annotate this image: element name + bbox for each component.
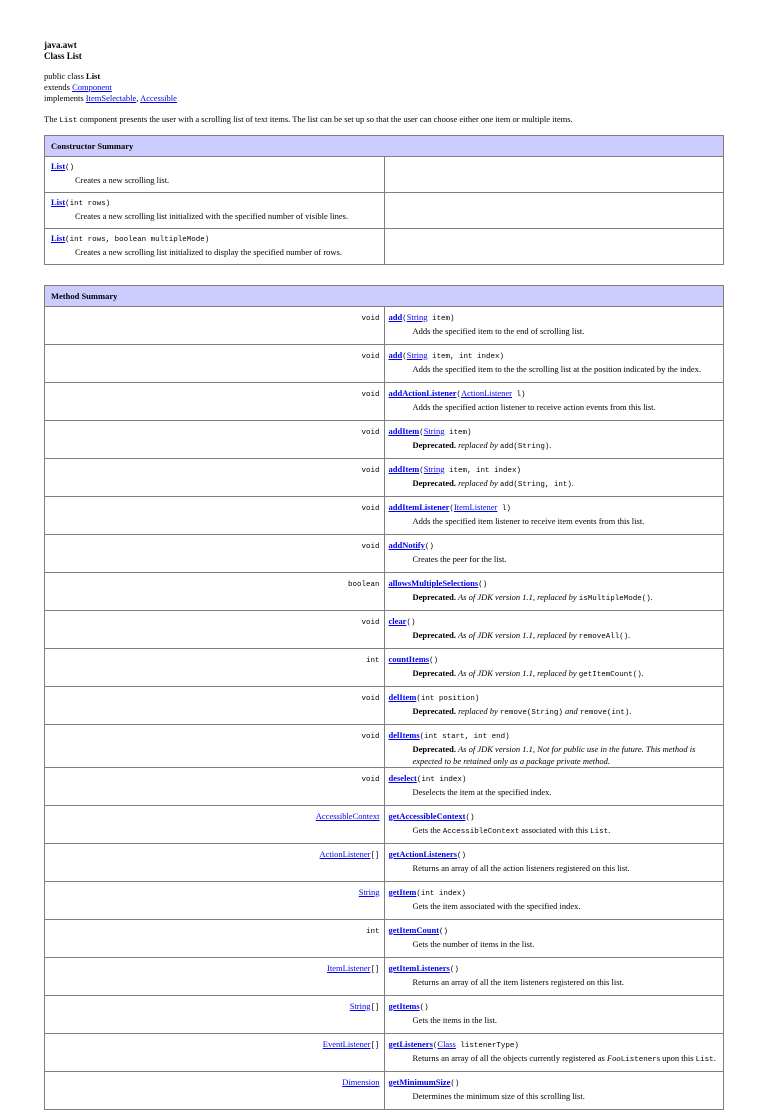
method-link[interactable]: deselect bbox=[388, 772, 417, 783]
code-text: remove(String) bbox=[499, 708, 563, 717]
method-signature bbox=[389, 811, 720, 824]
text: s upon this bbox=[656, 1052, 696, 1063]
method-row bbox=[45, 843, 724, 881]
constructor-params: (int rows) bbox=[65, 199, 111, 208]
constructor-link[interactable]: List bbox=[51, 196, 66, 207]
method-return-type bbox=[45, 767, 385, 805]
text: ( bbox=[402, 314, 407, 323]
package-name: java.awt bbox=[44, 40, 77, 50]
method-return-type bbox=[45, 1071, 385, 1109]
method-signature bbox=[389, 773, 720, 786]
text: . bbox=[713, 1052, 716, 1063]
array-suffix: [] bbox=[370, 851, 380, 860]
text: Gets the item associated with the specified index. bbox=[412, 900, 581, 911]
class-title: Class List bbox=[44, 50, 82, 61]
method-row bbox=[45, 805, 724, 843]
method-link[interactable]: delItem bbox=[388, 691, 417, 702]
method-link[interactable]: addNotify bbox=[388, 539, 425, 550]
italic-text: As of JDK version 1.1, Not for public use in the future. This method is expected to be retained only as a package private method. bbox=[412, 743, 696, 766]
method-signature bbox=[389, 692, 720, 705]
method-link[interactable]: addItem bbox=[388, 425, 420, 436]
method-signature bbox=[389, 616, 720, 629]
method-signature bbox=[389, 350, 720, 363]
method-link[interactable]: getItems bbox=[388, 1000, 420, 1011]
italic-text: Foo bbox=[606, 1052, 621, 1063]
method-link[interactable]: getItemListeners bbox=[388, 962, 450, 973]
text: associated with this bbox=[519, 824, 591, 835]
method-signature bbox=[389, 1001, 720, 1014]
italic-text: As of JDK version 1.1, replaced by bbox=[456, 629, 579, 640]
method-return-type bbox=[45, 995, 385, 1033]
primitive-type: int bbox=[365, 656, 380, 665]
method-return-type bbox=[45, 1033, 385, 1071]
method-signature bbox=[389, 963, 720, 976]
primitive-type: void bbox=[361, 504, 380, 513]
method-signature bbox=[389, 887, 720, 900]
deprecated-label: Deprecated. bbox=[412, 743, 457, 754]
method-description bbox=[389, 477, 720, 491]
method-detail-cell bbox=[384, 648, 724, 686]
italic-text: . bbox=[628, 629, 631, 640]
method-link[interactable]: allowsMultipleSelections bbox=[388, 577, 479, 588]
text: . bbox=[608, 824, 611, 835]
class-name: List bbox=[86, 70, 101, 81]
text: Returns an array of all the item listeners registered on this list. bbox=[412, 976, 624, 987]
text: listenerType) bbox=[455, 1041, 519, 1050]
method-return-type bbox=[45, 306, 385, 344]
method-summary-header: Method Summary bbox=[45, 285, 724, 306]
code-text: Listener bbox=[620, 1055, 657, 1064]
italic-text: . bbox=[549, 439, 552, 450]
method-signature bbox=[389, 502, 720, 515]
method-detail-cell bbox=[384, 767, 724, 805]
text: ( bbox=[419, 428, 424, 437]
primitive-type: void bbox=[361, 775, 380, 784]
method-row bbox=[45, 420, 724, 458]
method-link[interactable]: delItems bbox=[388, 729, 420, 740]
method-return-type bbox=[45, 648, 385, 686]
method-detail-cell bbox=[384, 957, 724, 995]
deprecated-label: Deprecated. bbox=[412, 629, 457, 640]
primitive-type: int bbox=[365, 927, 380, 936]
italic-text: and bbox=[562, 705, 580, 716]
constructor-empty-cell bbox=[384, 156, 724, 192]
method-row bbox=[45, 1071, 724, 1109]
method-row bbox=[45, 995, 724, 1033]
text: Returns an array of all the action listeners registered on this list. bbox=[412, 862, 630, 873]
primitive-type: void bbox=[361, 694, 380, 703]
method-signature bbox=[389, 388, 720, 401]
method-description bbox=[389, 401, 720, 413]
text: Adds the specified item listener to receive item events from this list. bbox=[412, 515, 645, 526]
method-description bbox=[389, 976, 720, 988]
primitive-type: void bbox=[361, 314, 380, 323]
text: Deselects the item at the specified index. bbox=[412, 786, 552, 797]
method-link[interactable]: clear bbox=[388, 615, 407, 626]
return-type-link[interactable]: AccessibleContext bbox=[315, 810, 380, 821]
text: () bbox=[419, 1003, 429, 1012]
text: item, int index) bbox=[427, 352, 505, 361]
method-summary-table bbox=[44, 285, 724, 1110]
return-type-link[interactable]: String bbox=[349, 1000, 371, 1011]
text: Gets the number of items in the list. bbox=[412, 938, 535, 949]
method-row bbox=[45, 767, 724, 805]
text: () bbox=[429, 656, 439, 665]
method-signature bbox=[389, 654, 720, 667]
text: () bbox=[449, 965, 459, 974]
constructor-cell bbox=[45, 156, 385, 192]
text: () bbox=[456, 851, 466, 860]
method-row bbox=[45, 919, 724, 957]
method-signature bbox=[389, 426, 720, 439]
italic-text: replaced by bbox=[456, 477, 500, 488]
method-description bbox=[389, 1052, 720, 1066]
text: item) bbox=[444, 428, 472, 437]
method-detail-cell bbox=[384, 420, 724, 458]
method-row bbox=[45, 724, 724, 767]
code-text: List bbox=[590, 827, 609, 836]
method-signature bbox=[389, 925, 720, 938]
array-suffix: [] bbox=[370, 965, 380, 974]
code-text: removeAll() bbox=[578, 632, 629, 641]
text: () bbox=[406, 618, 416, 627]
constructor-description: Creates a new scrolling list. bbox=[75, 174, 170, 185]
method-return-type bbox=[45, 843, 385, 881]
primitive-type: boolean bbox=[347, 580, 380, 589]
method-row bbox=[45, 686, 724, 724]
type-link[interactable]: String bbox=[423, 463, 445, 474]
method-detail-cell bbox=[384, 724, 724, 767]
method-return-type bbox=[45, 420, 385, 458]
method-link[interactable]: countItems bbox=[388, 653, 430, 664]
text: (int index) bbox=[416, 889, 466, 898]
constructor-signature bbox=[51, 197, 380, 210]
method-description bbox=[389, 591, 720, 605]
deprecated-label: Deprecated. bbox=[412, 667, 457, 678]
method-row bbox=[45, 1033, 724, 1071]
method-description bbox=[389, 900, 720, 912]
method-link[interactable]: getAccessibleContext bbox=[388, 810, 466, 821]
text: Adds the specified item to the the scrolling list at the position indicated by the index. bbox=[412, 363, 701, 374]
method-return-type bbox=[45, 534, 385, 572]
method-detail-cell bbox=[384, 1033, 724, 1071]
text: () bbox=[450, 1079, 460, 1088]
method-link[interactable]: getListeners bbox=[388, 1038, 433, 1049]
italic-text: . bbox=[629, 705, 632, 716]
method-description bbox=[389, 824, 720, 838]
method-row bbox=[45, 382, 724, 420]
constructor-signature bbox=[51, 233, 380, 246]
type-link[interactable]: Class bbox=[437, 1038, 456, 1049]
constructor-empty-cell bbox=[384, 228, 724, 264]
array-suffix: [] bbox=[370, 1003, 380, 1012]
code-text: List bbox=[695, 1055, 714, 1064]
primitive-type: void bbox=[361, 618, 380, 627]
return-type-link[interactable]: EventListener bbox=[322, 1038, 371, 1049]
method-detail-cell bbox=[384, 686, 724, 724]
method-description bbox=[389, 667, 720, 681]
method-row bbox=[45, 534, 724, 572]
type-link[interactable]: String bbox=[423, 425, 445, 436]
type-link[interactable]: ItemListener bbox=[453, 501, 498, 512]
text: () bbox=[478, 580, 488, 589]
code-text: isMultipleMode() bbox=[578, 594, 651, 603]
method-detail-cell bbox=[384, 881, 724, 919]
method-return-type bbox=[45, 881, 385, 919]
text: (int index) bbox=[416, 775, 467, 784]
primitive-type: void bbox=[361, 466, 380, 475]
deprecated-label: Deprecated. bbox=[412, 705, 457, 716]
italic-text: replaced by bbox=[456, 439, 500, 450]
method-description bbox=[389, 786, 720, 798]
method-row bbox=[45, 572, 724, 610]
method-description bbox=[389, 938, 720, 950]
method-detail-cell bbox=[384, 382, 724, 420]
primitive-type: void bbox=[361, 542, 380, 551]
method-link[interactable]: add bbox=[388, 311, 403, 322]
return-type-link[interactable]: String bbox=[358, 886, 380, 897]
method-signature bbox=[389, 849, 720, 862]
constructor-description: Creates a new scrolling list initialized with the specified number of visible lines. bbox=[75, 210, 349, 221]
deprecated-label: Deprecated. bbox=[412, 477, 457, 488]
method-signature bbox=[389, 1077, 720, 1090]
constructor-row bbox=[45, 228, 724, 264]
method-link[interactable]: addItemListener bbox=[388, 501, 450, 512]
return-type-link[interactable]: ActionListener bbox=[319, 848, 371, 859]
method-signature bbox=[389, 540, 720, 553]
primitive-type: void bbox=[361, 390, 380, 399]
text: Adds the specified item to the end of scrolling list. bbox=[412, 325, 585, 336]
constructor-link[interactable]: List bbox=[51, 232, 66, 243]
method-detail-cell bbox=[384, 1071, 724, 1109]
type-link[interactable]: String bbox=[406, 311, 428, 322]
method-signature bbox=[389, 312, 720, 325]
code-text: remove(int) bbox=[579, 708, 630, 717]
method-description bbox=[389, 439, 720, 453]
method-description bbox=[389, 515, 720, 527]
italic-text: replaced by bbox=[456, 705, 500, 716]
text: Determines the minimum size of this scrolling list. bbox=[412, 1090, 585, 1101]
method-return-type bbox=[45, 382, 385, 420]
method-return-type bbox=[45, 496, 385, 534]
method-description bbox=[389, 553, 720, 565]
constructor-row bbox=[45, 156, 724, 192]
method-description bbox=[389, 705, 720, 719]
class-description: The List component presents the user with a scrolling list of text items. The list can be set up so that the user can choose either one item or multiple items. bbox=[44, 113, 573, 125]
method-detail-cell bbox=[384, 572, 724, 610]
method-detail-cell bbox=[384, 843, 724, 881]
text: ( bbox=[402, 352, 407, 361]
text: Adds the specified action listener to receive action events from this list. bbox=[412, 401, 656, 412]
method-detail-cell bbox=[384, 919, 724, 957]
method-description bbox=[389, 862, 720, 874]
code-text: add(String, int) bbox=[499, 480, 572, 489]
method-description bbox=[389, 325, 720, 337]
class-modifiers: public class bbox=[44, 70, 84, 81]
text: ( bbox=[456, 390, 462, 399]
text: Gets the bbox=[412, 824, 443, 835]
method-row bbox=[45, 957, 724, 995]
constructor-params: () bbox=[65, 163, 75, 172]
method-link[interactable]: add bbox=[388, 349, 403, 360]
primitive-type: void bbox=[361, 352, 380, 361]
method-link[interactable]: addItem bbox=[388, 463, 420, 474]
italic-text: . bbox=[641, 667, 644, 678]
code-text: add(String) bbox=[499, 442, 550, 451]
method-link[interactable]: getActionListeners bbox=[388, 848, 457, 859]
method-return-type bbox=[45, 610, 385, 648]
superclass-link[interactable]: Component bbox=[72, 81, 112, 92]
text: item, int index) bbox=[444, 466, 522, 475]
text: Gets the items in the list. bbox=[412, 1014, 498, 1025]
method-return-type bbox=[45, 686, 385, 724]
method-row bbox=[45, 610, 724, 648]
method-return-type bbox=[45, 458, 385, 496]
method-return-type bbox=[45, 724, 385, 767]
method-signature bbox=[389, 464, 720, 477]
method-return-type bbox=[45, 572, 385, 610]
method-row bbox=[45, 496, 724, 534]
text: ( bbox=[419, 466, 424, 475]
constructor-params: (int rows, boolean multipleMode) bbox=[65, 235, 210, 244]
text: ( bbox=[432, 1041, 438, 1050]
method-detail-cell bbox=[384, 306, 724, 344]
constructor-signature bbox=[51, 161, 380, 174]
italic-text: . bbox=[650, 591, 653, 602]
text: () bbox=[439, 927, 449, 936]
constructor-summary-table bbox=[44, 135, 724, 265]
method-row bbox=[45, 344, 724, 382]
method-detail-cell bbox=[384, 534, 724, 572]
type-link[interactable]: ActionListener bbox=[461, 387, 512, 398]
text: item) bbox=[427, 314, 455, 323]
type-link[interactable]: String bbox=[406, 349, 428, 360]
method-link[interactable]: getItemCount bbox=[388, 924, 440, 935]
method-detail-cell bbox=[384, 458, 724, 496]
text: l) bbox=[512, 390, 526, 399]
constructor-link[interactable]: List bbox=[51, 160, 66, 171]
primitive-type: void bbox=[361, 428, 380, 437]
text: Returns an array of all the objects currently registered as bbox=[412, 1052, 607, 1063]
method-description bbox=[389, 1090, 720, 1102]
method-return-type bbox=[45, 805, 385, 843]
code-text: AccessibleContext bbox=[442, 827, 520, 836]
method-return-type bbox=[45, 344, 385, 382]
italic-text: . bbox=[571, 477, 574, 488]
constructor-row bbox=[45, 192, 724, 228]
method-description bbox=[389, 363, 720, 375]
method-detail-cell bbox=[384, 805, 724, 843]
method-detail-cell bbox=[384, 344, 724, 382]
method-detail-cell bbox=[384, 496, 724, 534]
constructor-empty-cell bbox=[384, 192, 724, 228]
method-return-type bbox=[45, 957, 385, 995]
constructor-summary-header: Constructor Summary bbox=[45, 135, 724, 156]
method-detail-cell bbox=[384, 995, 724, 1033]
javadoc-page bbox=[44, 40, 724, 1110]
constructor-cell bbox=[45, 228, 385, 264]
extends-label: extends bbox=[44, 81, 70, 92]
method-signature bbox=[389, 578, 720, 591]
code-text: getItemCount() bbox=[578, 670, 642, 679]
interface-link-accessible[interactable]: Accessible bbox=[140, 92, 177, 103]
class-declaration: public class List extends Component implements ItemSelectable, Accessible bbox=[44, 70, 177, 103]
text: l) bbox=[497, 504, 511, 513]
interface-link-itemselectable[interactable]: ItemSelectable bbox=[85, 92, 137, 103]
text: () bbox=[424, 542, 434, 551]
text: (int start, int end) bbox=[419, 732, 510, 741]
method-link[interactable]: getMinimumSize bbox=[388, 1076, 451, 1087]
text: (int position) bbox=[416, 694, 480, 703]
method-link[interactable]: addActionListener bbox=[388, 387, 457, 398]
constructor-description: Creates a new scrolling list initialized to display the specified number of rows. bbox=[75, 246, 342, 257]
method-description bbox=[389, 629, 720, 643]
method-signature bbox=[389, 730, 720, 743]
method-detail-cell bbox=[384, 610, 724, 648]
array-suffix: [] bbox=[370, 1041, 380, 1050]
method-row bbox=[45, 648, 724, 686]
text: () bbox=[465, 813, 475, 822]
primitive-type: void bbox=[361, 732, 380, 741]
text: Creates the peer for the list. bbox=[412, 553, 507, 564]
return-type-link[interactable]: Dimension bbox=[342, 1076, 380, 1087]
method-signature bbox=[389, 1039, 720, 1052]
italic-text: As of JDK version 1.1, replaced by bbox=[456, 591, 579, 602]
method-row bbox=[45, 458, 724, 496]
method-description bbox=[389, 743, 720, 767]
implements-label: implements bbox=[44, 92, 84, 103]
method-row bbox=[45, 881, 724, 919]
method-link[interactable]: getItem bbox=[388, 886, 417, 897]
italic-text: As of JDK version 1.1, replaced by bbox=[456, 667, 579, 678]
deprecated-label: Deprecated. bbox=[412, 591, 457, 602]
text: ( bbox=[449, 504, 454, 513]
constructor-cell bbox=[45, 192, 385, 228]
deprecated-label: Deprecated. bbox=[412, 439, 457, 450]
return-type-link[interactable]: ItemListener bbox=[327, 962, 371, 973]
method-row bbox=[45, 306, 724, 344]
method-return-type bbox=[45, 919, 385, 957]
